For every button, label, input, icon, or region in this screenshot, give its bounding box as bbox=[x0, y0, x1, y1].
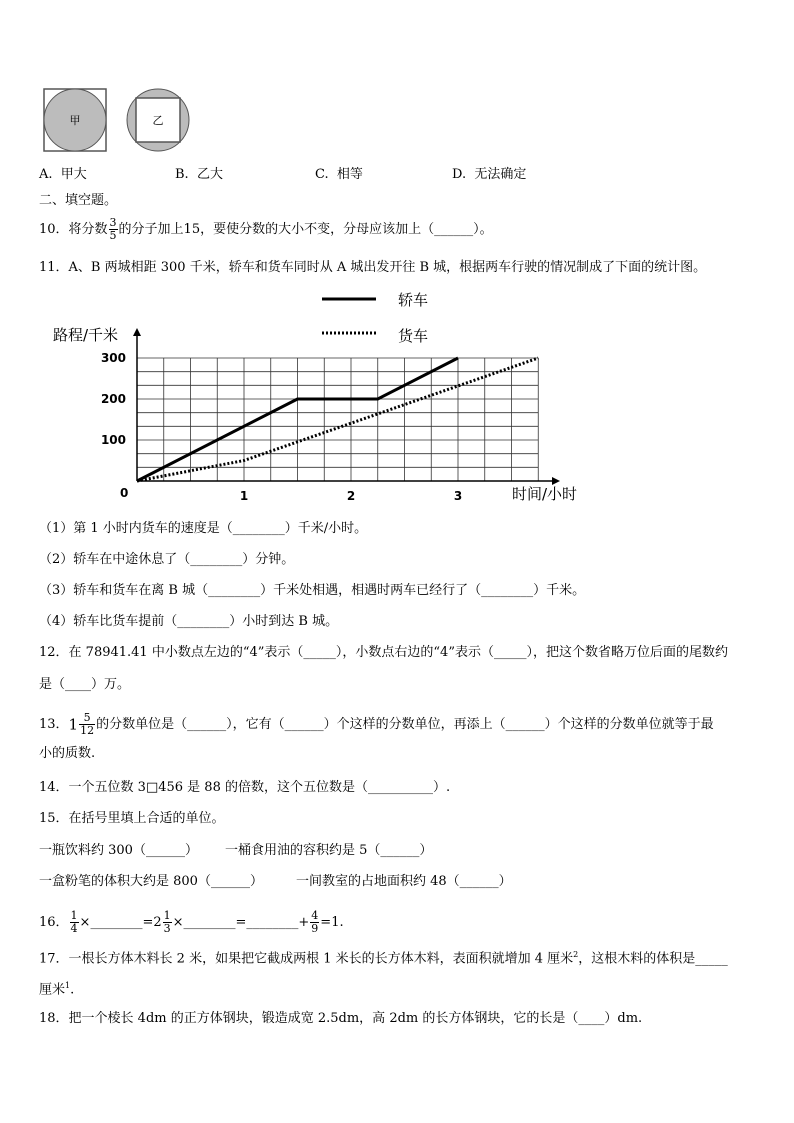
figure-jia-label: 甲 bbox=[69, 114, 81, 127]
chart-series bbox=[137, 358, 538, 481]
question-18: 18．把一个棱长 4dm 的正方体钢块，锻造成宽 2.5dm，高 2dm 的长方体钢块，它的长是（____）dm. bbox=[39, 1011, 643, 1026]
question-11-sub4: （4）轿车比货车提前（________）小时到达 B 城。 bbox=[39, 614, 339, 629]
question-17-line1: 17．一根长方体木料长 2 米，如果把它截成两根 1 米长的长方体木料，表面积就增加 4 厘米$^2$，这根木料的体积是_____ bbox=[39, 950, 728, 967]
x-tick-1: 1 bbox=[239, 489, 249, 503]
question-11-sub2: （2）轿车在中途休息了（________）分钟。 bbox=[39, 552, 295, 567]
question-10: 10．将分数 $\frac{3}{5}$ 的分子加上15，要使分数的大小不变，分母应该加上（______）。 bbox=[39, 216, 493, 242]
question-15-c: 一盒粉笔的体积大约是 800（______） bbox=[39, 874, 263, 889]
figure-yi-label: 乙 bbox=[152, 114, 164, 127]
question-12-line1: 12．在 78941.41 中小数点左边的“4”表示（_____），小数点右边的“4”表示（_____），把这个数省略万位后面的尾数约 bbox=[39, 645, 728, 660]
figure-yi bbox=[127, 89, 189, 151]
y-tick-200: 200 bbox=[100, 392, 126, 406]
option-b: B. 乙大 bbox=[175, 167, 223, 182]
chart-legend bbox=[322, 291, 428, 345]
question-14: 14．一个五位数 3□456 是 88 的倍数，这个五位数是（__________）. bbox=[39, 780, 451, 795]
section-title: 二、填空题。 bbox=[39, 193, 118, 208]
y-axis-label: 路程/千米 bbox=[53, 326, 119, 344]
question-11-stem: 11．A、B 两城相距 300 千米，轿车和货车同时从 A 城出发开往 B 城，根据两车行驶的情况制成了下面的统计图。 bbox=[39, 260, 707, 275]
y-tick-100: 100 bbox=[100, 433, 126, 447]
question-15-d: 一间教室的占地面积约 48（______） bbox=[296, 874, 512, 889]
y-tick-300: 300 bbox=[100, 351, 126, 365]
question-13-line2: 小的质数. bbox=[39, 746, 96, 761]
option-c: C. 相等 bbox=[315, 167, 363, 182]
legend-label-car: 轿车 bbox=[398, 291, 429, 309]
question-11-sub1: （1）第 1 小时内货车的速度是（________）千米/小时。 bbox=[39, 521, 368, 536]
x-tick-3: 3 bbox=[453, 489, 463, 503]
question-15-stem: 15．在括号里填上合适的单位。 bbox=[39, 811, 225, 826]
shape-figures bbox=[40, 88, 200, 152]
mixed-number: 1 $\frac{5}{12}$ bbox=[68, 711, 95, 737]
series-line-truck bbox=[137, 358, 538, 481]
legend-label-truck: 货车 bbox=[398, 327, 429, 345]
chart-axes bbox=[133, 328, 560, 485]
fraction-3-5: $\frac{3}{5}$ bbox=[109, 216, 117, 242]
origin-label: 0 bbox=[120, 486, 129, 500]
y-axis-arrow bbox=[133, 328, 141, 336]
distance-time-chart bbox=[40, 286, 600, 516]
option-a: A. 甲大 bbox=[39, 167, 87, 182]
x-axis-label: 时间/小时 bbox=[512, 485, 578, 503]
figure-jia bbox=[44, 89, 106, 151]
question-12-line2: 是（____）万。 bbox=[39, 677, 131, 692]
question-11-sub3: （3）轿车和货车在离 B 城（________）千米处相遇，相遇时两车已经行了（________）千米。 bbox=[39, 583, 586, 598]
option-d: D. 无法确定 bbox=[452, 167, 527, 182]
question-15-b: 一桶食用油的容积约是 5（______） bbox=[225, 843, 433, 858]
x-axis-arrow bbox=[552, 477, 560, 485]
x-tick-2: 2 bbox=[346, 489, 356, 503]
question-15-a: 一瓶饮料约 300（______） bbox=[39, 843, 198, 858]
question-13-line1: 13．1 $\frac{5}{12}$ 的分数单位是（______），它有（______）个这样的分数单位，再添上（______）个这样的分数单位就等于最 bbox=[39, 711, 714, 737]
question-17-line2: 厘米$^1$. bbox=[39, 981, 75, 998]
question-16: 16． $\frac{1}{4}$ ×________=2 $\frac{1}{3}$ ×________=________+ $\frac{4}{9}$ =1. bbox=[39, 909, 344, 935]
chart-grid bbox=[137, 358, 538, 481]
